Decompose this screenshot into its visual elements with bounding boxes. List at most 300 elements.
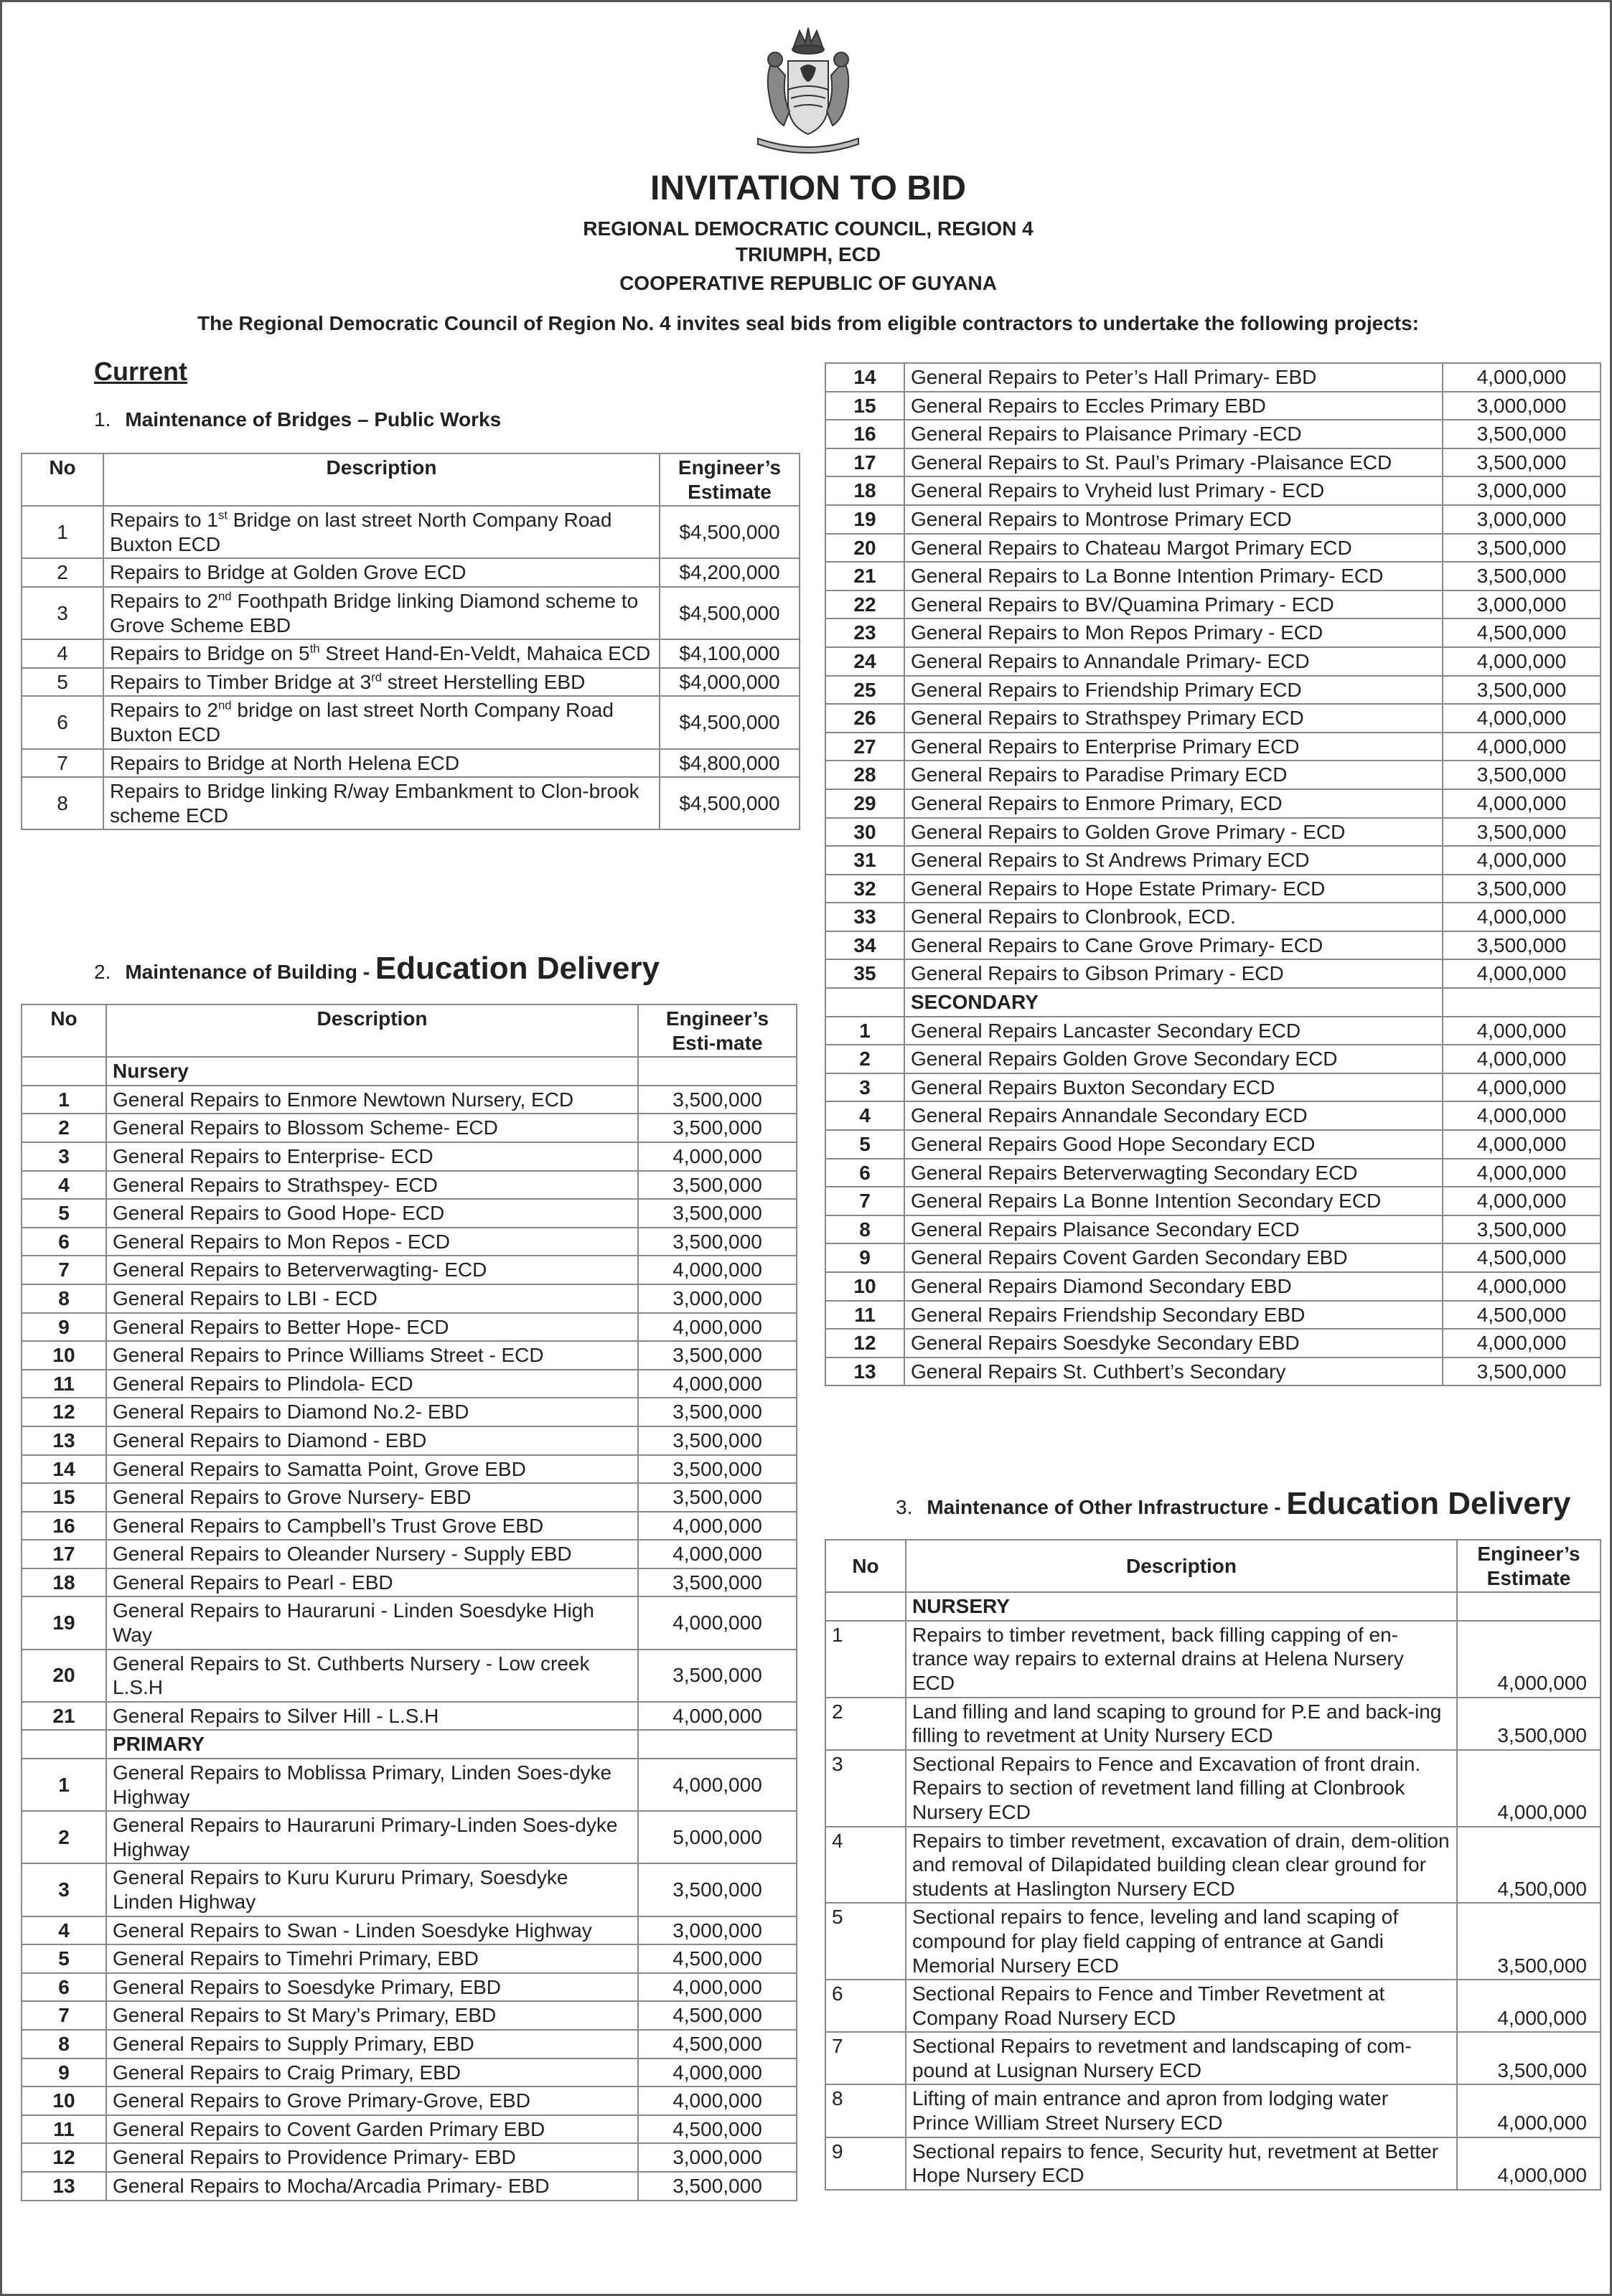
row-number: 9 (825, 2137, 906, 2190)
row-number: 6 (22, 696, 103, 748)
row-description: General Repairs to Vryheid lust Primary - ECD (904, 476, 1443, 505)
row-description: General Repairs to BV/Quamina Primary - ECD (904, 591, 1443, 619)
row-description: General Repairs to Kuru Kururu Primary, Soesdyke Linden Highway (106, 1863, 638, 1916)
row-description: Sectional Repairs to Fence and Timber Revetment at Company Road Nursery ECD (906, 1980, 1457, 2032)
row-estimate: 4,000,000 (1457, 2084, 1601, 2137)
description-text: Repairs to Bridge linking R/way Embankment to Clon-brook scheme ECD (110, 780, 639, 827)
row-estimate: 4,000,000 (1443, 959, 1601, 988)
row-estimate: 4,000,000 (1443, 1045, 1601, 1073)
row-description: Repairs to timber revetment, excavation of drain, dem-olition and removal of Dilapidated building clean clear ground for students at Haslington Nursery ECD (906, 1827, 1457, 1904)
table-row (22, 1398, 797, 1426)
row-estimate: 4,500,000 (1443, 1243, 1601, 1272)
row-estimate: 4,000,000 (638, 1512, 797, 1540)
table-row (825, 1130, 1601, 1159)
row-description: General Repairs Buxton Secondary ECD (904, 1073, 1443, 1102)
row-estimate: 3,500,000 (1457, 1698, 1601, 1750)
description-text: Repairs to 2 (110, 589, 218, 612)
row-description: General Repairs to Strathspey- ECD (106, 1171, 638, 1200)
section-title: Maintenance of Other Infrastructure - (927, 1496, 1287, 1518)
description-text: bridge on last street North Company Road Buxton ECD (110, 699, 614, 745)
row-estimate: 4,000,000 (1443, 1017, 1601, 1045)
table-row (825, 476, 1601, 505)
row-estimate: 3,000,000 (1443, 392, 1601, 420)
row-number: 11 (22, 2115, 106, 2144)
row-description: General Repairs to Enmore Primary, ECD (904, 789, 1443, 818)
row-number: 27 (825, 733, 904, 761)
row-estimate: 3,000,000 (1443, 505, 1601, 534)
row-number: 2 (825, 1698, 906, 1750)
row-description: General Repairs to Golden Grove Primary - ECD (904, 818, 1443, 847)
row-number: 2 (22, 558, 103, 587)
row-number: 17 (22, 1540, 106, 1568)
table-row (825, 392, 1601, 420)
col-description-header: Description (103, 453, 660, 506)
table-row (825, 1698, 1601, 1750)
country-name: COOPERATIVE REPUBLIC OF GUYANA (619, 272, 997, 294)
row-description: General Repairs to Providence Primary- EBD (106, 2143, 638, 2172)
row-description: Sectional repairs to fence, leveling and land scaping of compound for play field capping of entrance at Gandi Memorial Nursery ECD (906, 1903, 1457, 1980)
row-number: 13 (22, 1426, 106, 1455)
row-number: 6 (825, 1980, 906, 2032)
table-row (22, 1483, 797, 1512)
description-text: Bridge on last street North Company Road Buxton ECD (110, 509, 612, 555)
row-description: General Repairs to Chateau Margot Primary ECD (904, 534, 1443, 563)
table-row (825, 676, 1601, 705)
notice-title: INVITATION TO BID (650, 169, 966, 207)
row-number: 24 (825, 647, 904, 676)
row-number: 31 (825, 846, 904, 875)
row-estimate: 4,000,000 (638, 1313, 797, 1342)
description-text: Repairs to Timber Bridge at 3 (110, 670, 372, 693)
row-estimate: 4,000,000 (638, 1256, 797, 1284)
row-description: General Repairs to Peter’s Hall Primary- EBD (904, 363, 1443, 392)
row-number: 17 (825, 448, 904, 477)
row-estimate: 3,500,000 (638, 1863, 797, 1916)
row-description: General Repairs to Blossom Scheme- ECD (106, 1114, 638, 1142)
row-description: General Repairs to Paradise Primary ECD (904, 761, 1443, 789)
col-no-header: No (825, 1540, 906, 1592)
col-estimate-header: Engineer’s Estimate (660, 453, 800, 506)
row-description: General Repairs to St Andrews Primary ECD (904, 846, 1443, 875)
row-estimate: 3,500,000 (1443, 420, 1601, 448)
row-estimate: 3,500,000 (638, 1650, 797, 1702)
row-number: 13 (22, 2172, 106, 2201)
row-description (103, 587, 660, 639)
table-row (22, 1568, 797, 1597)
row-estimate: 4,500,000 (1443, 1301, 1601, 1330)
table-row (825, 1073, 1601, 1102)
row-number: 15 (22, 1483, 106, 1512)
row-number: 20 (22, 1650, 106, 1702)
col-no-header: No (22, 453, 103, 506)
table-row (22, 1370, 797, 1398)
table-row (825, 1101, 1601, 1130)
table-row (22, 1114, 797, 1142)
row-description: General Repairs to St. Paul’s Primary -Plaisance ECD (904, 448, 1443, 477)
row-estimate: 4,000,000 (638, 1142, 797, 1171)
row-description: General Repairs to La Bonne Intention Primary- ECD (904, 562, 1443, 591)
row-number: 29 (825, 789, 904, 818)
row-number: 12 (825, 1329, 904, 1358)
table-row (825, 704, 1601, 733)
row-description (103, 777, 660, 829)
row-estimate: 4,000,000 (1443, 846, 1601, 875)
row-number: 7 (825, 2032, 906, 2084)
description-text: Foothpath Bridge linking Diamond scheme to Grove Scheme EBD (110, 589, 639, 636)
table-row (825, 2084, 1601, 2137)
row-estimate: 4,500,000 (1443, 618, 1601, 647)
table-row (825, 1017, 1601, 1045)
table-row (825, 618, 1601, 647)
table-header-row (22, 1004, 797, 1057)
row-estimate: $4,500,000 (660, 506, 800, 558)
table-row (22, 2143, 797, 2172)
row-number: 20 (825, 534, 904, 563)
row-estimate: 3,500,000 (638, 1086, 797, 1114)
row-estimate: 3,500,000 (1443, 676, 1601, 705)
row-number: 32 (825, 875, 904, 903)
row-number: 3 (825, 1073, 904, 1102)
subheader-row (825, 1592, 1601, 1621)
row-estimate: 4,000,000 (638, 1973, 797, 2002)
row-description: General Repairs Good Hope Secondary ECD (904, 1130, 1443, 1159)
col-description-header: Description (106, 1004, 638, 1057)
section-3-heading (896, 1486, 1570, 1522)
subheader-spacer (1457, 1592, 1601, 1621)
table-row (22, 1863, 797, 1916)
row-estimate: 3,500,000 (1443, 931, 1601, 960)
row-estimate: 4,500,000 (638, 1944, 797, 1973)
table-row (22, 1171, 797, 1200)
ordinal-suffix: nd (217, 589, 232, 603)
row-number: 25 (825, 676, 904, 705)
table-row (825, 875, 1601, 903)
row-description: Sectional repairs to fence, Security hut, revetment at Better Hope Nursery ECD (906, 2137, 1457, 2190)
row-number: 19 (22, 1596, 106, 1649)
row-description: General Repairs to Plindola- ECD (106, 1370, 638, 1398)
row-estimate: 3,500,000 (638, 1483, 797, 1512)
row-description: General Repairs to Covent Garden Primary EBD (106, 2115, 638, 2144)
row-estimate: 3,500,000 (1443, 761, 1601, 789)
row-number: 4 (825, 1827, 906, 1904)
table-row (22, 2030, 797, 2059)
row-description: General Repairs to Soesdyke Primary, EBD (106, 1973, 638, 2002)
row-description: General Repairs to Clonbrook, ECD. (904, 903, 1443, 931)
row-number: 4 (22, 1916, 106, 1945)
row-estimate: 3,500,000 (638, 1341, 797, 1370)
section-number: 3. (896, 1496, 913, 1518)
table-row (22, 1916, 797, 1945)
row-description: General Repairs Annandale Secondary ECD (904, 1101, 1443, 1130)
row-estimate: $4,100,000 (660, 639, 800, 668)
row-number: 26 (825, 704, 904, 733)
table-row (825, 420, 1601, 448)
row-number: 2 (22, 1114, 106, 1142)
table-row (825, 591, 1601, 619)
row-number: 6 (22, 1973, 106, 2002)
row-description: General Repairs to Supply Primary, EBD (106, 2030, 638, 2059)
row-estimate: $4,500,000 (660, 696, 800, 748)
table-row (825, 846, 1601, 875)
row-number: 23 (825, 618, 904, 647)
row-number: 18 (22, 1568, 106, 1597)
table-row (825, 534, 1601, 563)
row-estimate: 4,000,000 (1443, 903, 1601, 931)
row-number: 5 (22, 1944, 106, 1973)
row-estimate: 3,500,000 (1443, 818, 1601, 847)
table-row (22, 749, 800, 778)
row-description (103, 639, 660, 668)
row-description: General Repairs to Eccles Primary EBD (904, 392, 1443, 420)
row-description: General Repairs to Gibson Primary - ECD (904, 959, 1443, 988)
row-description: General Repairs to Silver Hill - L.S.H (106, 1702, 638, 1731)
table-row (825, 1301, 1601, 1330)
row-number: 4 (22, 639, 103, 668)
row-estimate: 4,000,000 (1443, 733, 1601, 761)
row-estimate: $4,500,000 (660, 587, 800, 639)
row-number: 21 (22, 1702, 106, 1731)
row-number: 7 (825, 1187, 904, 1215)
row-description: General Repairs La Bonne Intention Secondary ECD (904, 1187, 1443, 1215)
row-description: General Repairs to Mon Repos - ECD (106, 1228, 638, 1256)
table-row (825, 1903, 1601, 1980)
row-estimate: 4,000,000 (638, 1759, 797, 1811)
row-description: General Repairs to Enterprise- ECD (106, 1142, 638, 1171)
table-row (22, 1341, 797, 1370)
row-description: General Repairs to Diamond No.2- EBD (106, 1398, 638, 1426)
row-number: 21 (825, 562, 904, 591)
row-description (103, 749, 660, 778)
row-description: Sectional Repairs to revetment and landscaping of com-pound at Lusignan Nursery ECD (906, 2032, 1457, 2084)
table-row (825, 789, 1601, 818)
row-number: 12 (22, 2143, 106, 2172)
row-description: General Repairs to Moblissa Primary, Linden Soes-dyke Highway (106, 1759, 638, 1811)
row-estimate: 4,000,000 (1457, 1621, 1601, 1698)
col-estimate-header: Engineer’s Esti-mate (638, 1004, 797, 1057)
table-row (22, 1086, 797, 1114)
current-label: Current (94, 357, 188, 386)
table-row (22, 639, 800, 668)
row-description: General Repairs Diamond Secondary EBD (904, 1272, 1443, 1301)
table-row (22, 668, 800, 697)
subheader-spacer (22, 1730, 106, 1759)
table-row (825, 1187, 1601, 1215)
table-row (22, 506, 800, 558)
section-1-heading (94, 408, 501, 431)
subheader-spacer (638, 1730, 797, 1759)
description-text: Repairs to Bridge at Golden Grove ECD (110, 561, 467, 584)
row-description: Lifting of main entrance and apron from lodging water Prince William Street Nursery ECD (906, 2084, 1457, 2137)
table-row (22, 2059, 797, 2087)
description-text: Repairs to 2 (110, 699, 218, 722)
row-estimate: 4,000,000 (1443, 647, 1601, 676)
row-number: 14 (825, 363, 904, 392)
row-description: Sectional Repairs to Fence and Excavation of front drain. Repairs to section of revetment land filling at Clonbrook Nursery ECD (906, 1750, 1457, 1827)
row-description: General Repairs Beterverwagting Secondary ECD (904, 1159, 1443, 1187)
subheader-spacer (825, 988, 904, 1017)
table-row (22, 696, 800, 748)
row-number: 34 (825, 931, 904, 960)
subheader-row (825, 988, 1601, 1017)
row-number: 6 (22, 1228, 106, 1256)
row-description: General Repairs to Campbell’s Trust Grove EBD (106, 1512, 638, 1540)
row-number: 22 (825, 591, 904, 619)
table-row (825, 1045, 1601, 1073)
row-description: General Repairs to Hope Estate Primary- ECD (904, 875, 1443, 903)
row-estimate: 3,500,000 (638, 1455, 797, 1484)
table-row (22, 1256, 797, 1284)
section-title: Maintenance of Bridges – Public Works (125, 408, 502, 430)
table-row (22, 1650, 797, 1702)
ordinal-suffix: nd (217, 699, 232, 713)
row-number: 9 (22, 2059, 106, 2087)
row-number: 3 (825, 1750, 906, 1827)
table-row (825, 733, 1601, 761)
row-number: 1 (825, 1017, 904, 1045)
row-estimate: 3,500,000 (1457, 1903, 1601, 1980)
row-description: General Repairs to Mocha/Arcadia Primary- EBD (106, 2172, 638, 2201)
row-description: General Repairs to Mon Repos Primary - ECD (904, 618, 1443, 647)
row-description: General Repairs to Craig Primary, EBD (106, 2059, 638, 2087)
row-description: General Repairs to Oleander Nursery - Supply EBD (106, 1540, 638, 1568)
subheader-row (22, 1730, 797, 1759)
subheader-label: Nursery (106, 1057, 638, 1086)
row-description: General Repairs to Grove Nursery- EBD (106, 1483, 638, 1512)
row-estimate: 3,000,000 (638, 2143, 797, 2172)
table-row (825, 1159, 1601, 1187)
table-row (22, 1759, 797, 1811)
row-number: 11 (22, 1370, 106, 1398)
row-description: General Repairs to Montrose Primary ECD (904, 505, 1443, 534)
row-number: 10 (22, 2086, 106, 2115)
row-number: 18 (825, 476, 904, 505)
row-description: General Repairs to Samatta Point, Grove EBD (106, 1455, 638, 1484)
row-description: General Repairs to Swan - Linden Soesdyke Highway (106, 1916, 638, 1945)
row-estimate: 4,000,000 (1443, 1101, 1601, 1130)
row-number: 5 (825, 1130, 904, 1159)
row-estimate: 4,000,000 (1457, 2137, 1601, 2190)
table-row (22, 1313, 797, 1342)
row-estimate: 3,500,000 (638, 1114, 797, 1142)
row-estimate: 4,000,000 (1443, 363, 1601, 392)
description-text: Street Hand-En-Veldt, Mahaica ECD (319, 642, 651, 665)
table-row (825, 931, 1601, 960)
row-description: General Repairs Soesdyke Secondary EBD (904, 1329, 1443, 1358)
row-number: 5 (825, 1903, 906, 1980)
row-description: General Repairs to Hauraruni Primary-Linden Soes-dyke Highway (106, 1811, 638, 1863)
table-row (825, 2032, 1601, 2084)
table-row (22, 1455, 797, 1484)
row-number: 28 (825, 761, 904, 789)
table-row (22, 1540, 797, 1568)
ordinal-suffix: st (217, 508, 228, 522)
description-text: Repairs to Bridge at North Helena ECD (110, 751, 460, 774)
row-description: General Repairs Golden Grove Secondary ECD (904, 1045, 1443, 1073)
row-number: 7 (22, 749, 103, 778)
row-estimate: 3,500,000 (638, 1426, 797, 1455)
subheader-label: SECONDARY (904, 988, 1443, 1017)
table-row (22, 1512, 797, 1540)
table-row (22, 1426, 797, 1455)
row-estimate: 4,000,000 (1443, 1073, 1601, 1102)
row-description: General Repairs to Beterverwagting- ECD (106, 1256, 638, 1284)
other-infrastructure-table (825, 1539, 1601, 2191)
row-estimate: 3,500,000 (1443, 562, 1601, 591)
description-text: Repairs to Bridge on 5 (110, 642, 310, 665)
education-building-table (21, 1004, 797, 2201)
row-estimate: 3,500,000 (638, 1171, 797, 1200)
table-row (825, 647, 1601, 676)
table-row (825, 448, 1601, 477)
row-number: 5 (22, 1199, 106, 1228)
table-row (825, 505, 1601, 534)
table-row (825, 562, 1601, 591)
row-number: 7 (22, 2001, 106, 2030)
table-row (825, 1358, 1601, 1386)
section-number: 2. (94, 961, 111, 983)
row-estimate: 4,000,000 (1457, 1750, 1601, 1827)
coat-of-arms-icon (744, 18, 873, 156)
row-description: General Repairs to St. Cuthberts Nursery - Low creek L.S.H (106, 1650, 638, 1702)
row-number: 12 (22, 1398, 106, 1426)
row-estimate: 4,000,000 (1443, 1159, 1601, 1187)
table-row (22, 1973, 797, 2002)
row-number: 33 (825, 903, 904, 931)
row-estimate: 4,000,000 (1443, 1130, 1601, 1159)
table-row (22, 2115, 797, 2144)
row-description: General Repairs to Cane Grove Primary- ECD (904, 931, 1443, 960)
row-estimate: 4,000,000 (1443, 704, 1601, 733)
ordinal-suffix: th (309, 641, 320, 656)
row-description (103, 668, 660, 697)
row-number: 3 (22, 587, 103, 639)
row-number: 13 (825, 1358, 904, 1386)
row-description: Repairs to timber revetment, back filling capping of en-trance way repairs to external drains at Helena Nursery ECD (906, 1621, 1457, 1698)
table-row (825, 1621, 1601, 1698)
ordinal-suffix: rd (371, 670, 383, 684)
table-row (825, 959, 1601, 988)
row-estimate: 4,000,000 (638, 1540, 797, 1568)
row-description: General Repairs to Grove Primary-Grove, EBD (106, 2086, 638, 2115)
row-description: General Repairs Covent Garden Secondary EBD (904, 1243, 1443, 1272)
row-number: 2 (825, 1045, 904, 1073)
row-description: General Repairs to Prince Williams Street - ECD (106, 1341, 638, 1370)
row-number: 4 (22, 1171, 106, 1200)
row-number: 8 (22, 777, 103, 829)
row-number: 1 (22, 506, 103, 558)
row-number: 11 (825, 1301, 904, 1330)
section-title: Maintenance of Building - (125, 961, 375, 983)
row-description: General Repairs to LBI - ECD (106, 1284, 638, 1313)
subheader-spacer (1443, 988, 1601, 1017)
section-title-emphasis: Education Delivery (375, 951, 660, 986)
table-row (825, 903, 1601, 931)
table-row (22, 1596, 797, 1649)
table-row (22, 587, 800, 639)
table-row (825, 1243, 1601, 1272)
row-description: General Repairs Lancaster Secondary ECD (904, 1017, 1443, 1045)
row-number: 6 (825, 1159, 904, 1187)
row-description (103, 696, 660, 748)
table-row (22, 1944, 797, 1973)
row-estimate: $4,000,000 (660, 668, 800, 697)
row-estimate: 3,500,000 (638, 1398, 797, 1426)
table-row (22, 1228, 797, 1256)
row-number: 10 (825, 1272, 904, 1301)
row-estimate: 4,000,000 (638, 1702, 797, 1731)
row-estimate: 4,000,000 (1443, 789, 1601, 818)
row-estimate: 3,500,000 (638, 2172, 797, 2201)
